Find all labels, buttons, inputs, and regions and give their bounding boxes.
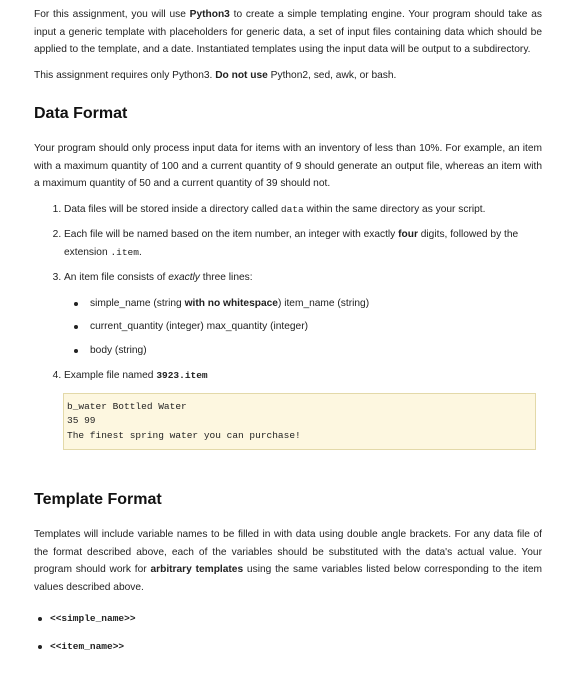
four-emphasis: four bbox=[398, 229, 418, 240]
template-variables-list bbox=[34, 610, 542, 655]
python3-emphasis: Python3 bbox=[189, 9, 230, 20]
variable-code: <<item_name>> bbox=[50, 640, 125, 652]
inline-code: data bbox=[280, 203, 304, 215]
list-item: body (string) bbox=[74, 342, 542, 360]
list-item bbox=[64, 269, 542, 359]
list-item-text: . bbox=[138, 246, 142, 258]
list-item-text: ) item_name (string) bbox=[277, 297, 370, 309]
template-format-paragraph bbox=[34, 526, 542, 596]
list-item-text: simple_name (string bbox=[90, 297, 185, 309]
list-item bbox=[64, 226, 542, 261]
intro-text: For this assignment, you will use bbox=[34, 9, 190, 20]
exactly-emphasis: exactly bbox=[168, 272, 200, 283]
requirement-text: This assignment requires only Python3. bbox=[34, 69, 216, 81]
template-format-heading: Template Format bbox=[34, 491, 162, 508]
data-format-paragraph: Your program should only process input data for items with an inventory of less than 10%. For example, an item with a maximum quantity of 100 and a current quantity of 9 should generate an output file, whereas an item with a maximum quantity of 50 and a current quantity of 39 should not. bbox=[34, 143, 542, 189]
variable-code: <<simple_name>> bbox=[50, 613, 136, 624]
do-not-use-emphasis: Do not use bbox=[215, 69, 268, 81]
list-item-text: three lines: bbox=[199, 272, 253, 283]
arbitrary-templates-emphasis: arbitrary templates bbox=[150, 564, 244, 575]
intro-paragraph bbox=[34, 6, 542, 59]
list-item bbox=[38, 610, 542, 628]
list-item-text: Data files will be stored inside a directory called bbox=[64, 203, 281, 215]
list-item-text: within the same directory as your script. bbox=[303, 203, 486, 215]
data-format-list bbox=[34, 201, 542, 385]
code-line: The finest spring water you can purchase! bbox=[67, 429, 301, 441]
list-item: current_quantity (integer) max_quantity (integer) bbox=[74, 318, 542, 336]
paragraph-text: Templates will include variable names to be filled in with data using double angle brackets. For any data file of the format described above, each of the variables should be substituted with the data's actual value. Your program should work for bbox=[34, 529, 542, 575]
list-item-text: Example file named bbox=[64, 370, 157, 381]
code-line: 35 99 bbox=[67, 415, 96, 426]
item-file-lines-list bbox=[64, 295, 542, 360]
list-item-text: An item file consists of bbox=[64, 272, 169, 283]
inline-code: 3923.item bbox=[156, 370, 208, 381]
requirement-paragraph bbox=[34, 67, 542, 85]
requirement-text-rest: Python2, sed, awk, or bash. bbox=[267, 69, 397, 81]
no-whitespace-emphasis: with no whitespace bbox=[184, 297, 278, 309]
list-item-text: Each file will be named based on the item number, an integer with exactly bbox=[64, 229, 399, 240]
code-line: b_water Bottled Water bbox=[67, 400, 187, 412]
paragraph-text: using the same variables listed below corresponding to the item values described above. bbox=[34, 564, 542, 593]
list-item-text: digits, followed by the extension bbox=[64, 229, 519, 258]
example-code-block bbox=[63, 393, 536, 451]
list-item bbox=[64, 367, 542, 385]
list-item bbox=[38, 638, 542, 656]
list-item bbox=[64, 201, 542, 219]
data-format-heading: Data Format bbox=[34, 105, 128, 122]
intro-text-rest: to create a simple templating engine. Your program should take as input a generic template with placeholders for generic data, a set of input files containing data which should be applied to the template, and a date. Instantiated templates using the input data will be output to a subdirectory. bbox=[34, 9, 542, 55]
list-item bbox=[74, 295, 542, 313]
inline-code: .item bbox=[110, 246, 139, 258]
